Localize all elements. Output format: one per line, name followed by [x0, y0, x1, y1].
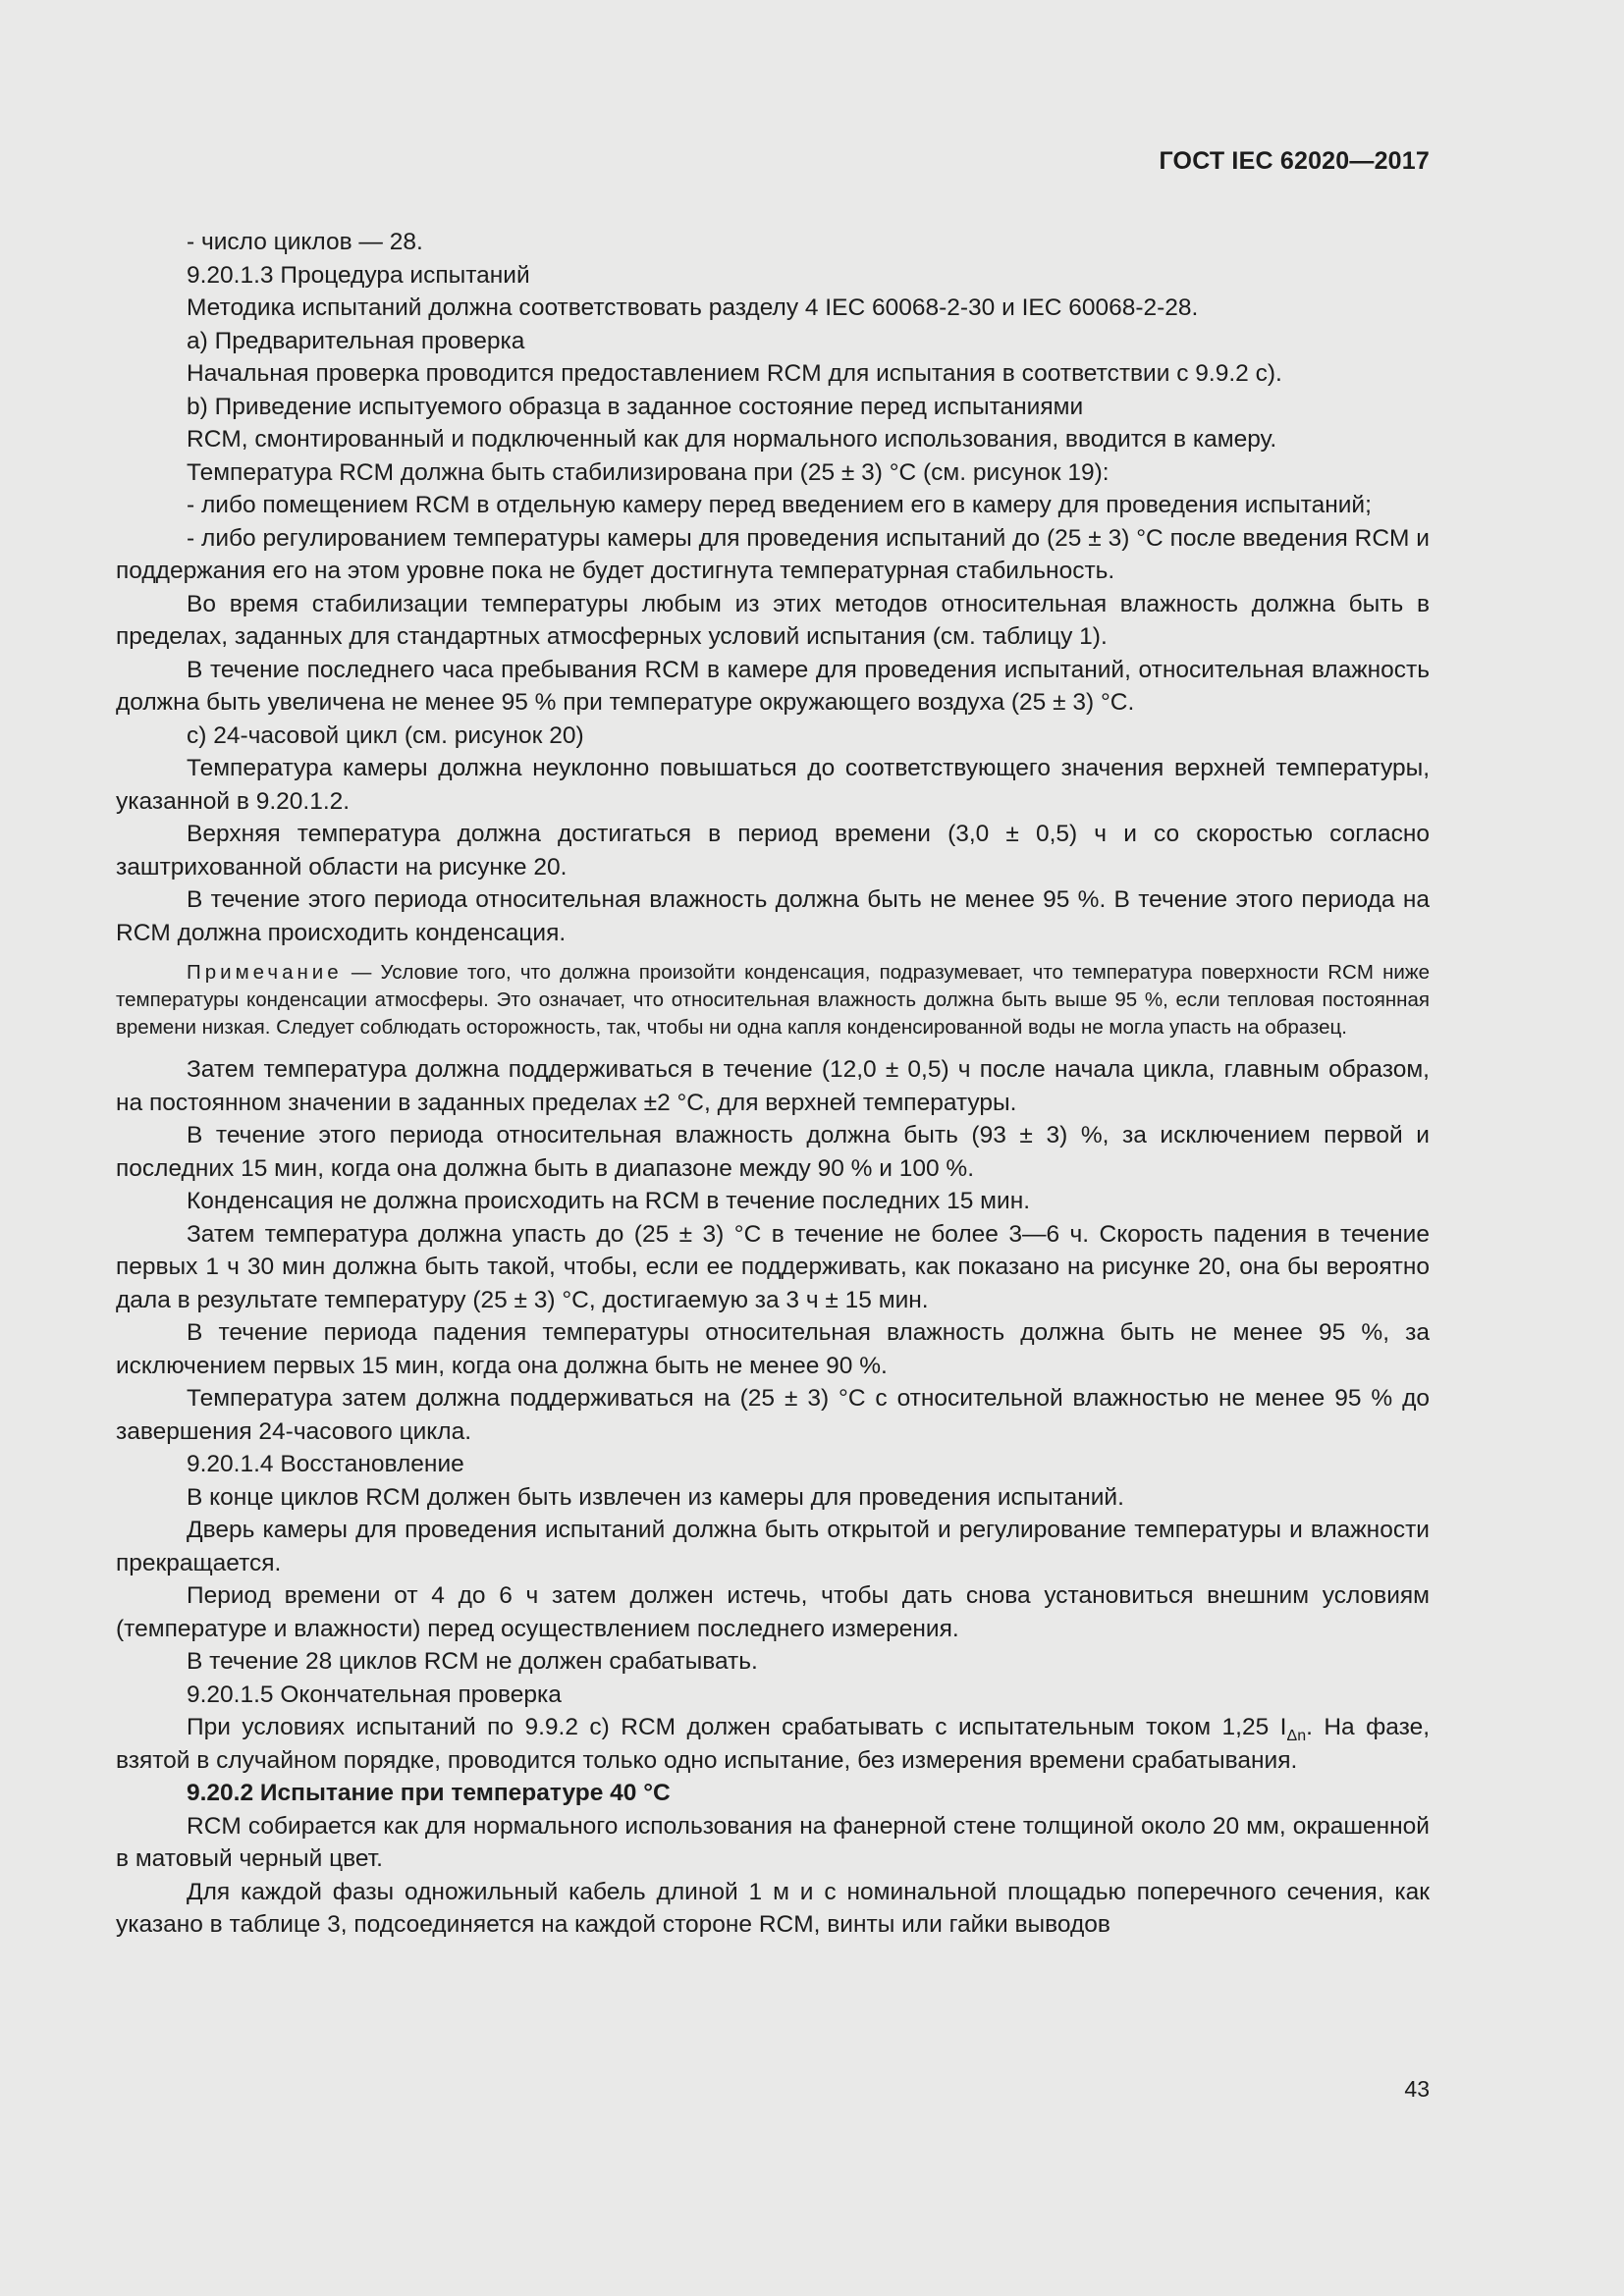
paragraph: В конце циклов RCM должен быть извлечен из камеры для проведения испытаний.: [187, 1483, 1124, 1511]
paragraph: Затем температура должна поддерживаться в течение (12,0 ± 0,5) ч после начала цикла, главным образом, на постоянном значении в заданных пределах ±2 °С, для верхней температуры.: [116, 1056, 1430, 1116]
document-body: [116, 226, 1430, 1942]
list-item: b) Приведение испытуемого образца в заданное состояние перед испытаниями: [187, 393, 1084, 420]
paragraph: - число циклов — 28.: [187, 229, 423, 255]
current-subscript: Δn: [1286, 1727, 1307, 1744]
section-heading: 9.20.2 Испытание при температуре 40 °С: [187, 1780, 671, 1806]
list-item: a) Предварительная проверка: [187, 327, 525, 354]
note-label: Примечание: [187, 961, 343, 984]
paragraph: В течение этого периода относительная влажность должна быть не менее 95 %. В течение этого периода на RCM должна происходить конденсация.: [116, 886, 1430, 946]
paragraph: Методика испытаний должна соответствовать разделу 4 IEC 60068-2-30 и IEC 60068-2-28.: [187, 294, 1199, 321]
paragraph-final-check: [116, 1711, 1430, 1777]
paragraph: - либо регулированием температуры камеры для проведения испытаний до (25 ± 3) °С после введения RCM и поддержания его на этом уровне пока не будет достигнута температурная стабильность.: [116, 524, 1430, 584]
list-item: с) 24-часовой цикл (см. рисунок 20): [187, 721, 584, 749]
paragraph: RCM собирается как для нормального использования на фанерной стене толщиной около 20 мм, окрашенной в матовый черный цвет.: [116, 1812, 1430, 1872]
note: [116, 959, 1430, 1041]
paragraph: - либо помещением RCM в отдельную камеру перед введением его в камеру для проведения испытаний;: [187, 492, 1372, 518]
paragraph: В течение периода падения температуры относительная влажность должна быть не менее 95 %, за исключением первых 15 мин, когда она должна быть не менее 90 %.: [116, 1319, 1430, 1379]
paragraph: Затем температура должна упасть до (25 ± 3) °С в течение не более 3—6 ч. Скорость падения в течение первых 1 ч 30 мин должна быть такой, чтобы, если ее поддерживать, как показано на рисунке 20, она бы вероятно дала в результате температуру (25 ± 3) °С, достигаемую за 3 ч ± 15 мин.: [116, 1220, 1430, 1313]
note-text: Условие того, что должна произойти конденсация, подразумевает, что температура поверхности RCM ниже температуры конденсации атмосферы. Это означает, что относительная влажность должна быть выше 95 %, если тепловая постоянная времени низкая. Следует соблюдать осторожность, так, чтобы ни одна капля конденсированной воды не могла упасть на образец.: [116, 961, 1430, 1039]
subsection-heading: 9.20.1.5 Окончательная проверка: [187, 1681, 562, 1708]
paragraph: Для каждой фазы одножильный кабель длиной 1 м и с номинальной площадью поперечного сечения, как указано в таблице 3, подсоединяется на каждой стороне RCM, винты или гайки выводов: [116, 1878, 1430, 1938]
paragraph: Температура затем должна поддерживаться на (25 ± 3) °С с относительной влажностью не менее 95 % до завершения 24-часового цикла.: [116, 1385, 1430, 1445]
document-header: ГОСТ IEC 62020—2017: [1159, 147, 1430, 175]
note-dash: —: [342, 961, 381, 984]
subsection-heading: 9.20.1.3 Процедура испытаний: [187, 261, 530, 289]
final-check-text-end: . На фазе, взятой в случайном порядке, проводится только одно испытание, без измерения времени срабатывания.: [116, 1714, 1430, 1774]
paragraph: Период времени от 4 до 6 ч затем должен истечь, чтобы дать снова установиться внешним условиям (температуре и влажности) перед осуществлением последнего измерения.: [116, 1582, 1430, 1642]
paragraph: В течение 28 циклов RCM не должен срабатывать.: [187, 1648, 758, 1675]
paragraph: Температура RCM должна быть стабилизирована при (25 ± 3) °С (см. рисунок 19):: [187, 458, 1110, 486]
paragraph: Дверь камеры для проведения испытаний должна быть открытой и регулирование температуры и влажности прекращается.: [116, 1517, 1430, 1576]
paragraph: RCM, смонтированный и подключенный как для нормального использования, вводится в камеру.: [187, 426, 1277, 453]
page-number: 43: [1404, 2076, 1430, 2102]
subsection-heading: 9.20.1.4 Восстановление: [187, 1451, 464, 1477]
paragraph: Начальная проверка проводится предоставлением RCM для испытания в соответствии с 9.9.2 с).: [187, 360, 1282, 387]
paragraph: Температура камеры должна неуклонно повышаться до соответствующего значения верхней температуры, указанной в 9.20.1.2.: [116, 755, 1430, 815]
final-check-text: При условиях испытаний по 9.9.2 с) RCM должен срабатывать с испытательным током 1,25 I: [187, 1714, 1287, 1740]
paragraph: Конденсация не должна происходить на RCM в течение последних 15 мин.: [187, 1188, 1031, 1214]
paragraph: В течение последнего часа пребывания RCM в камере для проведения испытаний, относительная влажность должна быть увеличена не менее 95 % при температуре окружающего воздуха (25 ± 3) °С.: [116, 656, 1430, 716]
paragraph: В течение этого периода относительная влажность должна быть (93 ± 3) %, за исключением первой и последних 15 мин, когда она должна быть в диапазоне между 90 % и 100 %.: [116, 1122, 1430, 1182]
paragraph: Верхняя температура должна достигаться в период времени (3,0 ± 0,5) ч и со скоростью согласно заштрихованной области на рисунке 20.: [116, 821, 1430, 881]
paragraph: Во время стабилизации температуры любым из этих методов относительная влажность должна быть в пределах, заданных для стандартных атмосферных условий испытания (см. таблицу 1).: [116, 590, 1430, 650]
